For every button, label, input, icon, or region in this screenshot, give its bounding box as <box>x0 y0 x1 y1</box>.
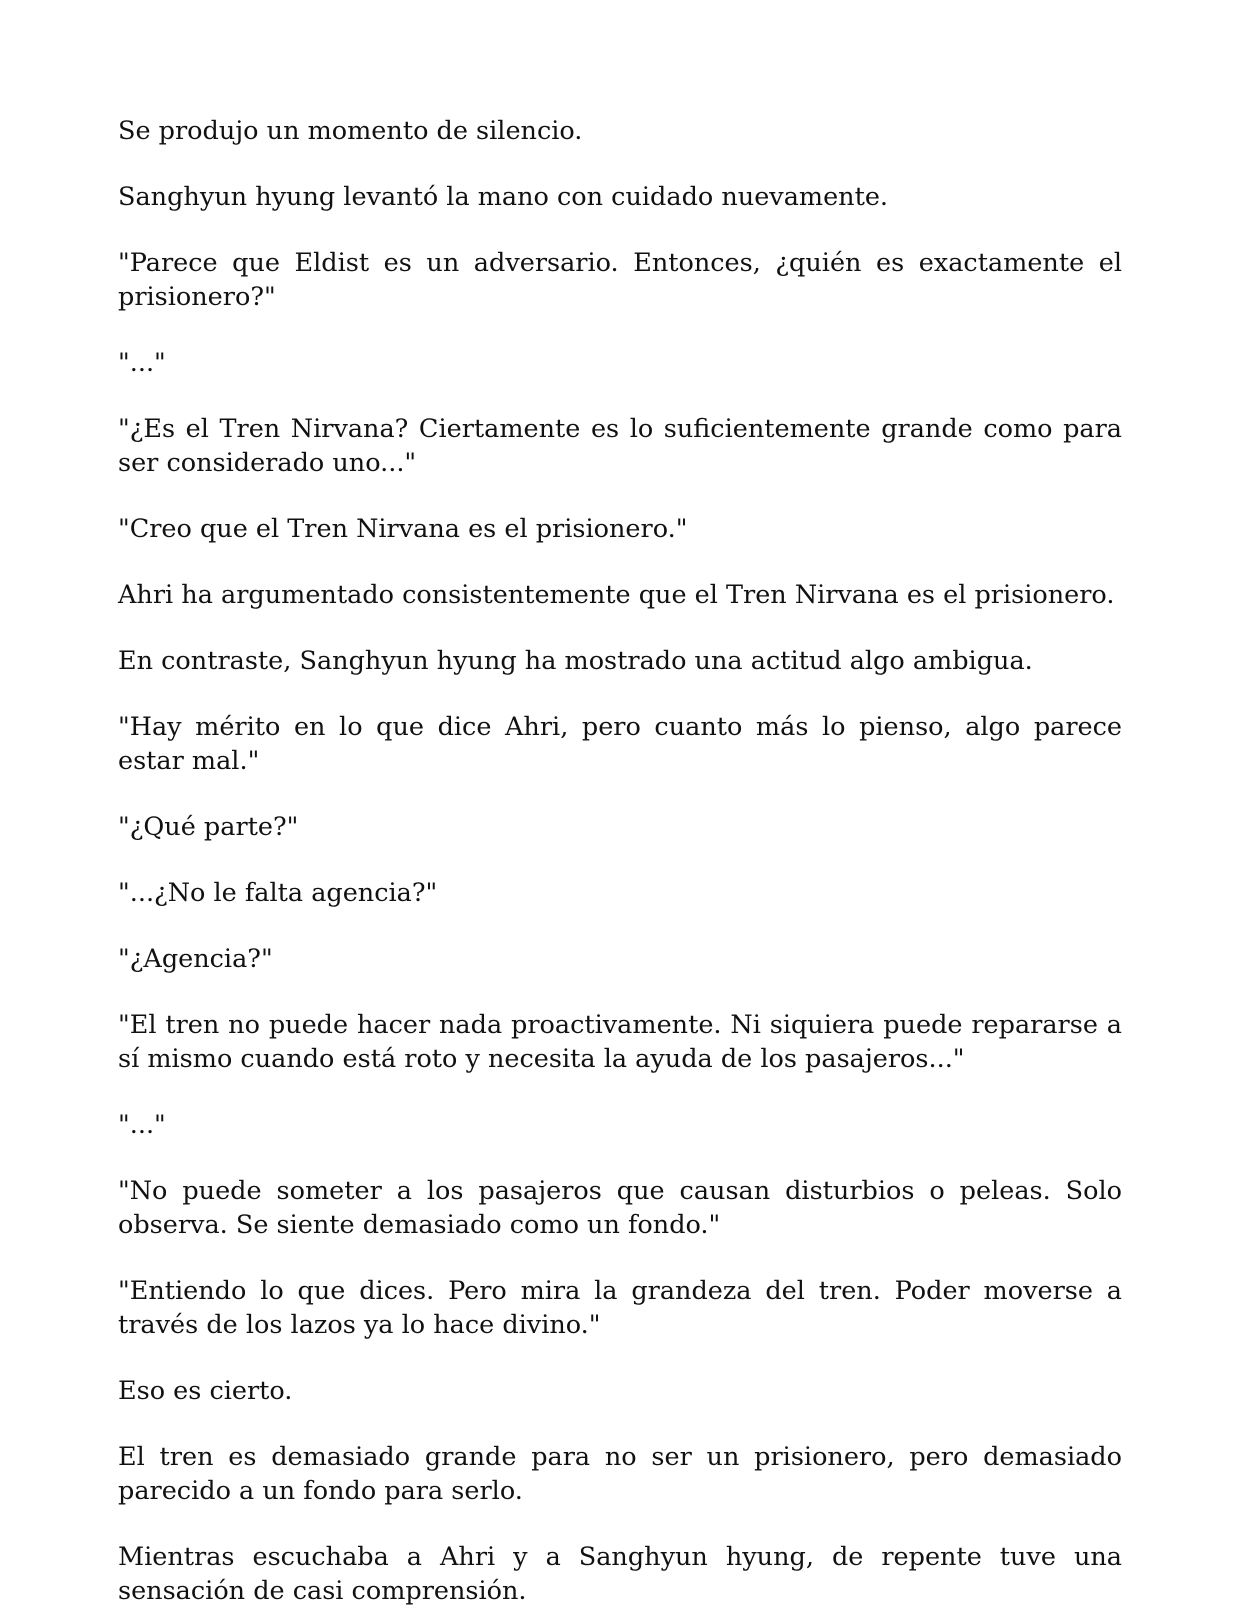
paragraph: "Creo que el Tren Nirvana es el prisionero." <box>118 514 688 544</box>
paragraph: "Entiendo lo que dices. Pero mira la grandeza del tren. Poder moverse a través de los lazos ya lo hace divino." <box>118 1276 1122 1340</box>
paragraph: Eso es cierto. <box>118 1376 293 1406</box>
text-column <box>118 114 1122 1608</box>
paragraph: "¿Es el Tren Nirvana? Ciertamente es lo suficientemente grande como para ser considerado uno..." <box>118 414 1122 478</box>
paragraph: Se produjo un momento de silencio. <box>118 116 583 146</box>
paragraph: El tren es demasiado grande para no ser un prisionero, pero demasiado parecido a un fondo para serlo. <box>118 1442 1122 1506</box>
paragraph: "Hay mérito en lo que dice Ahri, pero cuanto más lo pienso, algo parece estar mal." <box>118 712 1122 776</box>
paragraph: "No puede someter a los pasajeros que causan disturbios o peleas. Solo observa. Se siente demasiado como un fondo." <box>118 1176 1122 1240</box>
paragraph: "..." <box>118 1110 166 1140</box>
paragraph: "..." <box>118 348 166 378</box>
paragraph: Sanghyun hyung levantó la mano con cuidado nuevamente. <box>118 182 889 212</box>
paragraph: Mientras escuchaba a Ahri y a Sanghyun hyung, de repente tuve una sensación de casi comprensión. <box>118 1542 1122 1606</box>
paragraph: En contraste, Sanghyun hyung ha mostrado una actitud algo ambigua. <box>118 646 1033 676</box>
paragraph: "¿Qué parte?" <box>118 812 299 842</box>
paragraph: Ahri ha argumentado consistentemente que el Tren Nirvana es el prisionero. <box>118 580 1115 610</box>
paragraph: "...¿No le falta agencia?" <box>118 878 438 908</box>
paragraph: "El tren no puede hacer nada proactivamente. Ni siquiera puede repararse a sí mismo cuando está roto y necesita la ayuda de los pasajeros..." <box>118 1010 1122 1074</box>
paragraph: "Parece que Eldist es un adversario. Entonces, ¿quién es exactamente el prisionero?" <box>118 248 1122 312</box>
paragraph: "¿Agencia?" <box>118 944 273 974</box>
